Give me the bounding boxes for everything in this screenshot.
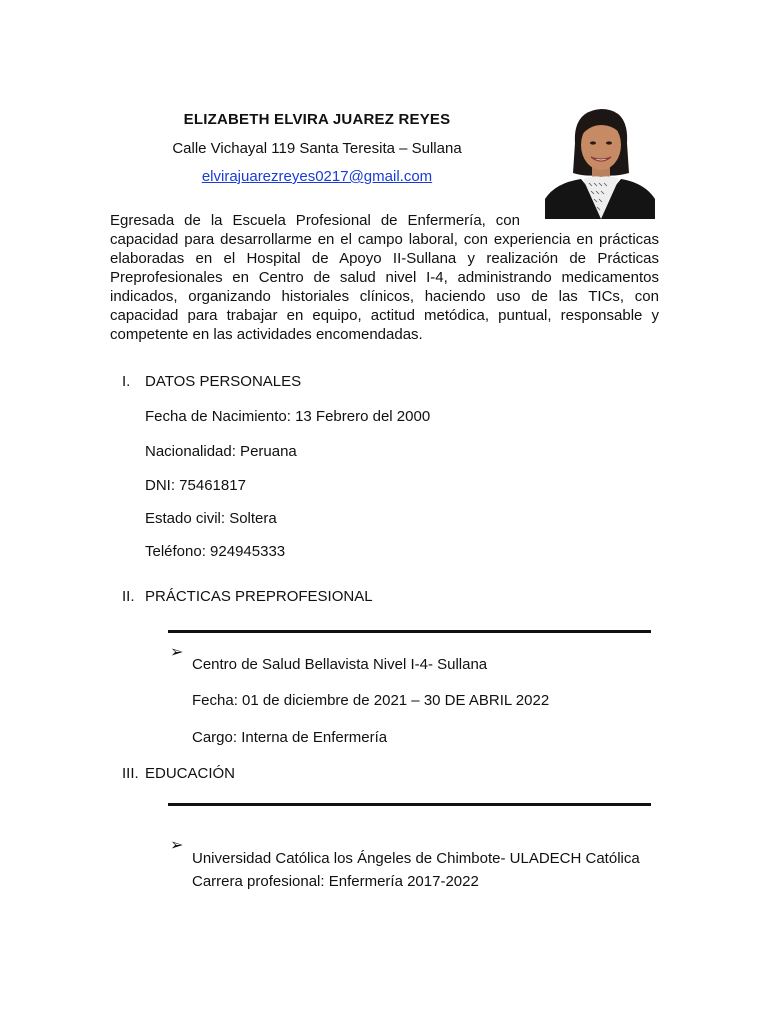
field-phone: Teléfono: 924945333: [145, 543, 286, 560]
field-nationality: Nacionalidad: Peruana: [145, 443, 297, 460]
section-divider: [168, 630, 651, 633]
education-institution: Universidad Católica los Ángeles de Chimbote- ULADECH Católica: [192, 850, 640, 867]
email-link[interactable]: elvirajuarezreyes0217@gmail.com: [201, 168, 433, 185]
profile-photo: [545, 103, 655, 219]
portrait-illustration: [545, 103, 655, 219]
arrow-bullet-icon: ➢: [170, 644, 184, 661]
section-title: DATOS PERSONALES: [145, 373, 302, 390]
section-heading-practicas: [122, 588, 373, 605]
arrow-bullet-icon: ➢: [170, 837, 184, 854]
candidate-name: ELIZABETH ELVIRA JUAREZ REYES: [183, 111, 451, 128]
profile-line: Egresada de la Escuela Profesional de Enfermería, con: [110, 212, 520, 229]
practice-place: Centro de Salud Bellavista Nivel I-4- Sullana: [192, 656, 488, 673]
profile-line: indicados, organizando historiales clínicos, haciendo uso de las TICs, con: [110, 288, 659, 305]
field-dni: DNI: 75461817: [145, 477, 246, 494]
profile-summary: [110, 211, 659, 344]
education-program: Carrera profesional: Enfermería 2017-2022: [192, 873, 479, 890]
profile-line: capacidad para desarrollarme en el campo laboral, con experiencia en prácticas: [110, 231, 659, 248]
profile-line: capacidad para trabajar en equipo, actitud metódica, puntual, responsable y: [110, 307, 659, 324]
practice-dates: Fecha: 01 de diciembre de 2021 – 30 DE ABRIL 2022: [192, 692, 550, 709]
profile-line: Preprofesionales en Centro de salud nivel I-4, administrando medicamentos: [110, 269, 659, 286]
section-title: PRÁCTICAS PREPROFESIONAL: [145, 588, 373, 605]
practice-role: Cargo: Interna de Enfermería: [192, 729, 388, 746]
field-birthdate: Fecha de Nacimiento: 13 Febrero del 2000: [145, 408, 431, 425]
section-heading-datos-personales: [122, 373, 301, 390]
section-numeral: III.: [122, 765, 139, 782]
profile-line: elaboradas en el Hospital de Apoyo II-Sullana y realización de Prácticas: [110, 250, 659, 267]
section-divider: [168, 803, 651, 806]
field-marital-status: Estado civil: Soltera: [145, 510, 277, 527]
section-numeral: II.: [122, 588, 135, 605]
section-heading-educacion: [122, 765, 235, 782]
address: Calle Vichayal 119 Santa Teresita – Sullana: [172, 140, 462, 157]
section-title: EDUCACIÓN: [145, 765, 236, 782]
profile-line: competente en las actividades encomendadas.: [110, 326, 423, 343]
section-numeral: I.: [122, 373, 131, 390]
